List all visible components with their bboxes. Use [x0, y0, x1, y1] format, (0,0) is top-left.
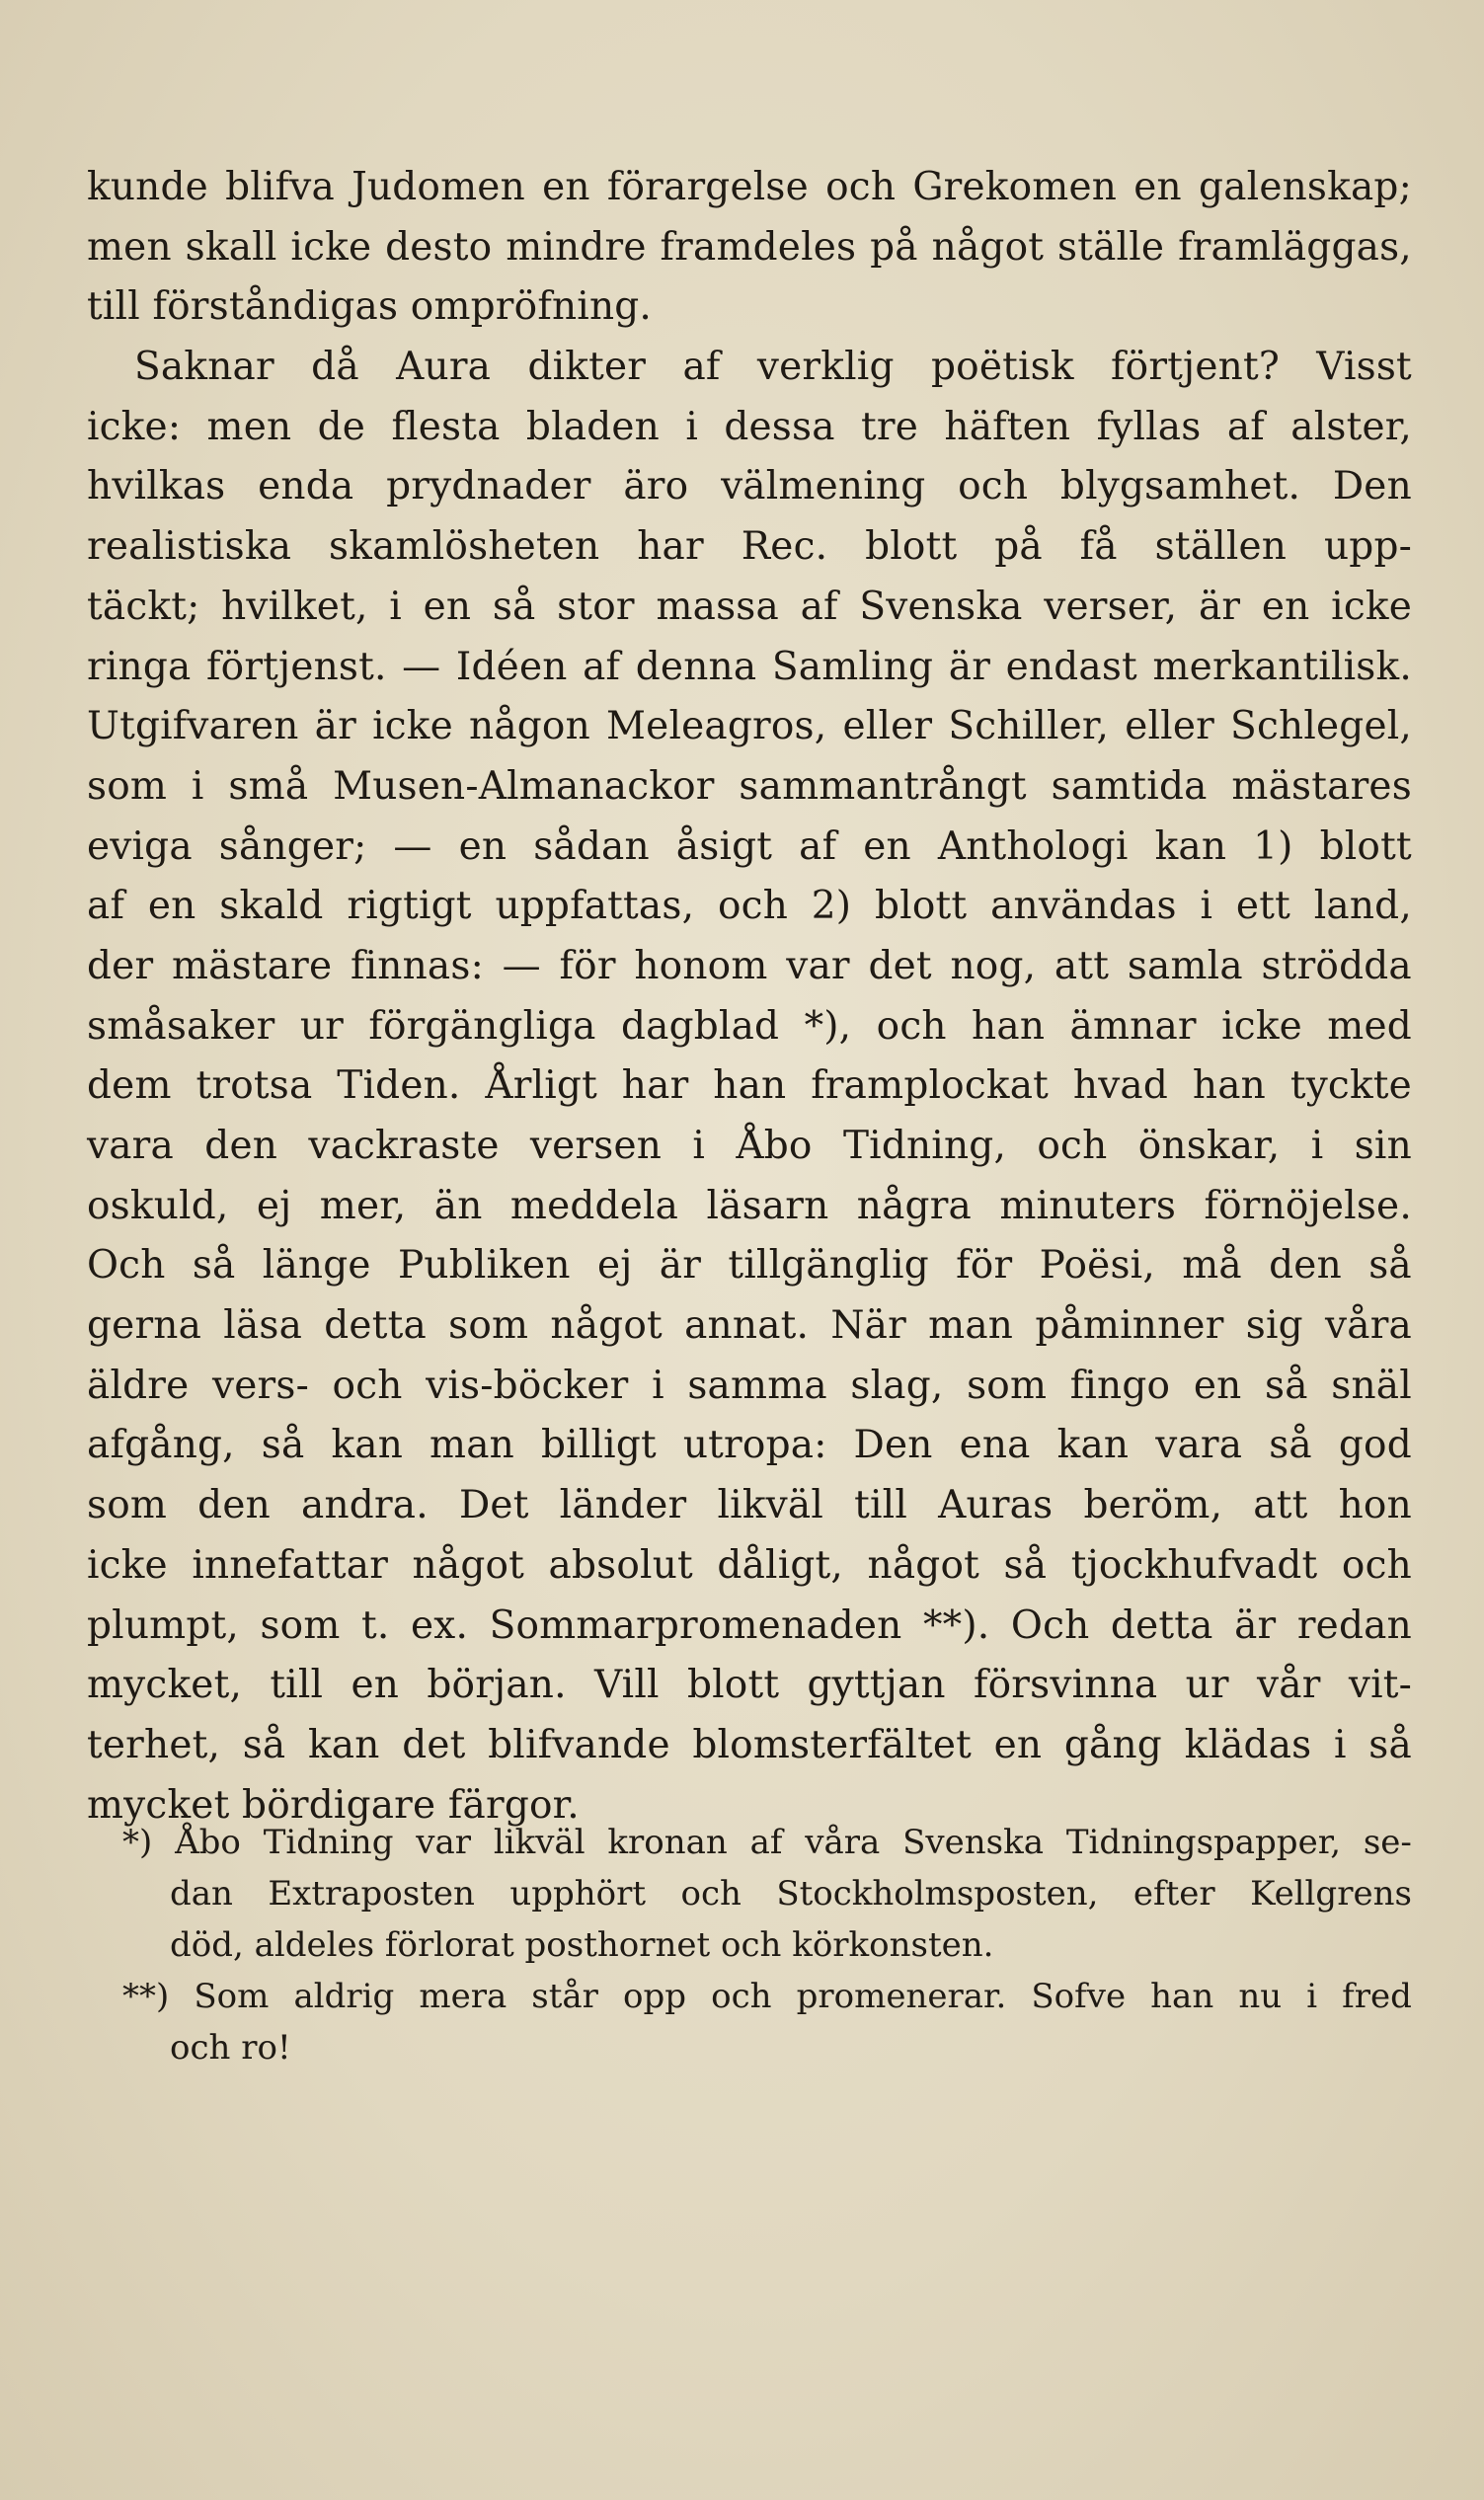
- text-line: Och så länge Publiken ej är tillgänglig för Poësi, må den så: [87, 1243, 1412, 1289]
- footnote-line: och ro!: [170, 2028, 291, 2068]
- text-line: der mästare finnas: — för honom var det nog, att samla strödda: [87, 943, 1412, 988]
- text-line: afgång, så kan man billigt utropa: Den ena kan vara så god: [87, 1423, 1412, 1468]
- footnotes: [87, 1817, 1412, 2073]
- text-line: som den andra. Det länder likväl till Auras beröm, att hon: [87, 1483, 1412, 1528]
- text-line: eviga sånger; — en sådan åsigt af en Anthologi kan 1) blott: [87, 823, 1412, 869]
- text-line: oskuld, ej mer, än meddela läsarn några minuters förnöjelse.: [87, 1183, 1412, 1228]
- text-line: småsaker ur förgängliga dagblad *), och han ämnar icke med: [87, 1003, 1412, 1049]
- text-line: Saknar då Aura dikter af verklig poëtisk förtjent? Visst: [134, 345, 1412, 390]
- text-line: mycket bördigare färgor.: [87, 1782, 580, 1828]
- text-line: som i små Musen-Almanackor sammantrångt samtida mästares: [87, 763, 1412, 809]
- footnote-line: *) Åbo Tidning var likväl kronan af våra Svenska Tidningspapper, se-: [122, 1823, 1412, 1862]
- text-line: vara den vackraste versen i Åbo Tidning, och önskar, i sin: [87, 1124, 1412, 1168]
- text-line: af en skald rigtigt uppfattas, och 2) blott användas i ett land,: [87, 884, 1412, 929]
- text-line: men skall icke desto mindre framdeles på något ställe framläggas,: [87, 224, 1412, 270]
- footnote-line: dan Extraposten upphört och Stockholmsposten, efter Kellgrens: [170, 1874, 1412, 1914]
- text-line: till förståndigas ompröfning.: [87, 284, 653, 330]
- footnote-line: död, aldeles förlorat posthornet och körkonsten.: [170, 1925, 994, 1965]
- text-line: gerna läsa detta som något annat. När man påminner sig våra: [87, 1303, 1412, 1349]
- text-line: Utgifvaren är icke någon Meleagros, eller Schiller, eller Schlegel,: [87, 704, 1412, 749]
- text-line: icke innefattar något absolut dåligt, något så tjockhufvadt och: [87, 1542, 1412, 1588]
- main-text: [87, 158, 1412, 1836]
- text-line: äldre vers- och vis-böcker i samma slag, som fingo en så snäl: [87, 1363, 1412, 1408]
- text-line: icke: men de flesta bladen i dessa tre häften fyllas af alster,: [87, 404, 1412, 449]
- text-line: ringa förtjenst. — Idéen af denna Samling är endast merkantilisk.: [87, 644, 1412, 689]
- text-line: realistiska skamlösheten har Rec. blott på få ställen upp-: [87, 524, 1412, 570]
- text-line: dem trotsa Tiden. Årligt har han framplockat hvad han tyckte: [87, 1063, 1412, 1109]
- text-line: kunde blifva Judomen en förargelse och Grekomen en galenskap;: [87, 165, 1412, 209]
- text-line: plumpt, som t. ex. Sommarpromenaden **). Och detta är redan: [87, 1602, 1412, 1648]
- footnote-line: **) Som aldrig mera står opp och promenerar. Sofve han nu i fred: [122, 1977, 1412, 2016]
- text-line: mycket, till en början. Vill blott gyttjan försvinna ur vår vit-: [87, 1663, 1412, 1708]
- text-line: terhet, så kan det blifvande blomsterfältet en gång klädas i så: [87, 1722, 1412, 1767]
- text-line: täckt; hvilket, i en så stor massa af Svenska verser, är en icke: [87, 584, 1412, 629]
- text-line: hvilkas enda prydnader äro välmening och blygsamhet. Den: [87, 464, 1412, 509]
